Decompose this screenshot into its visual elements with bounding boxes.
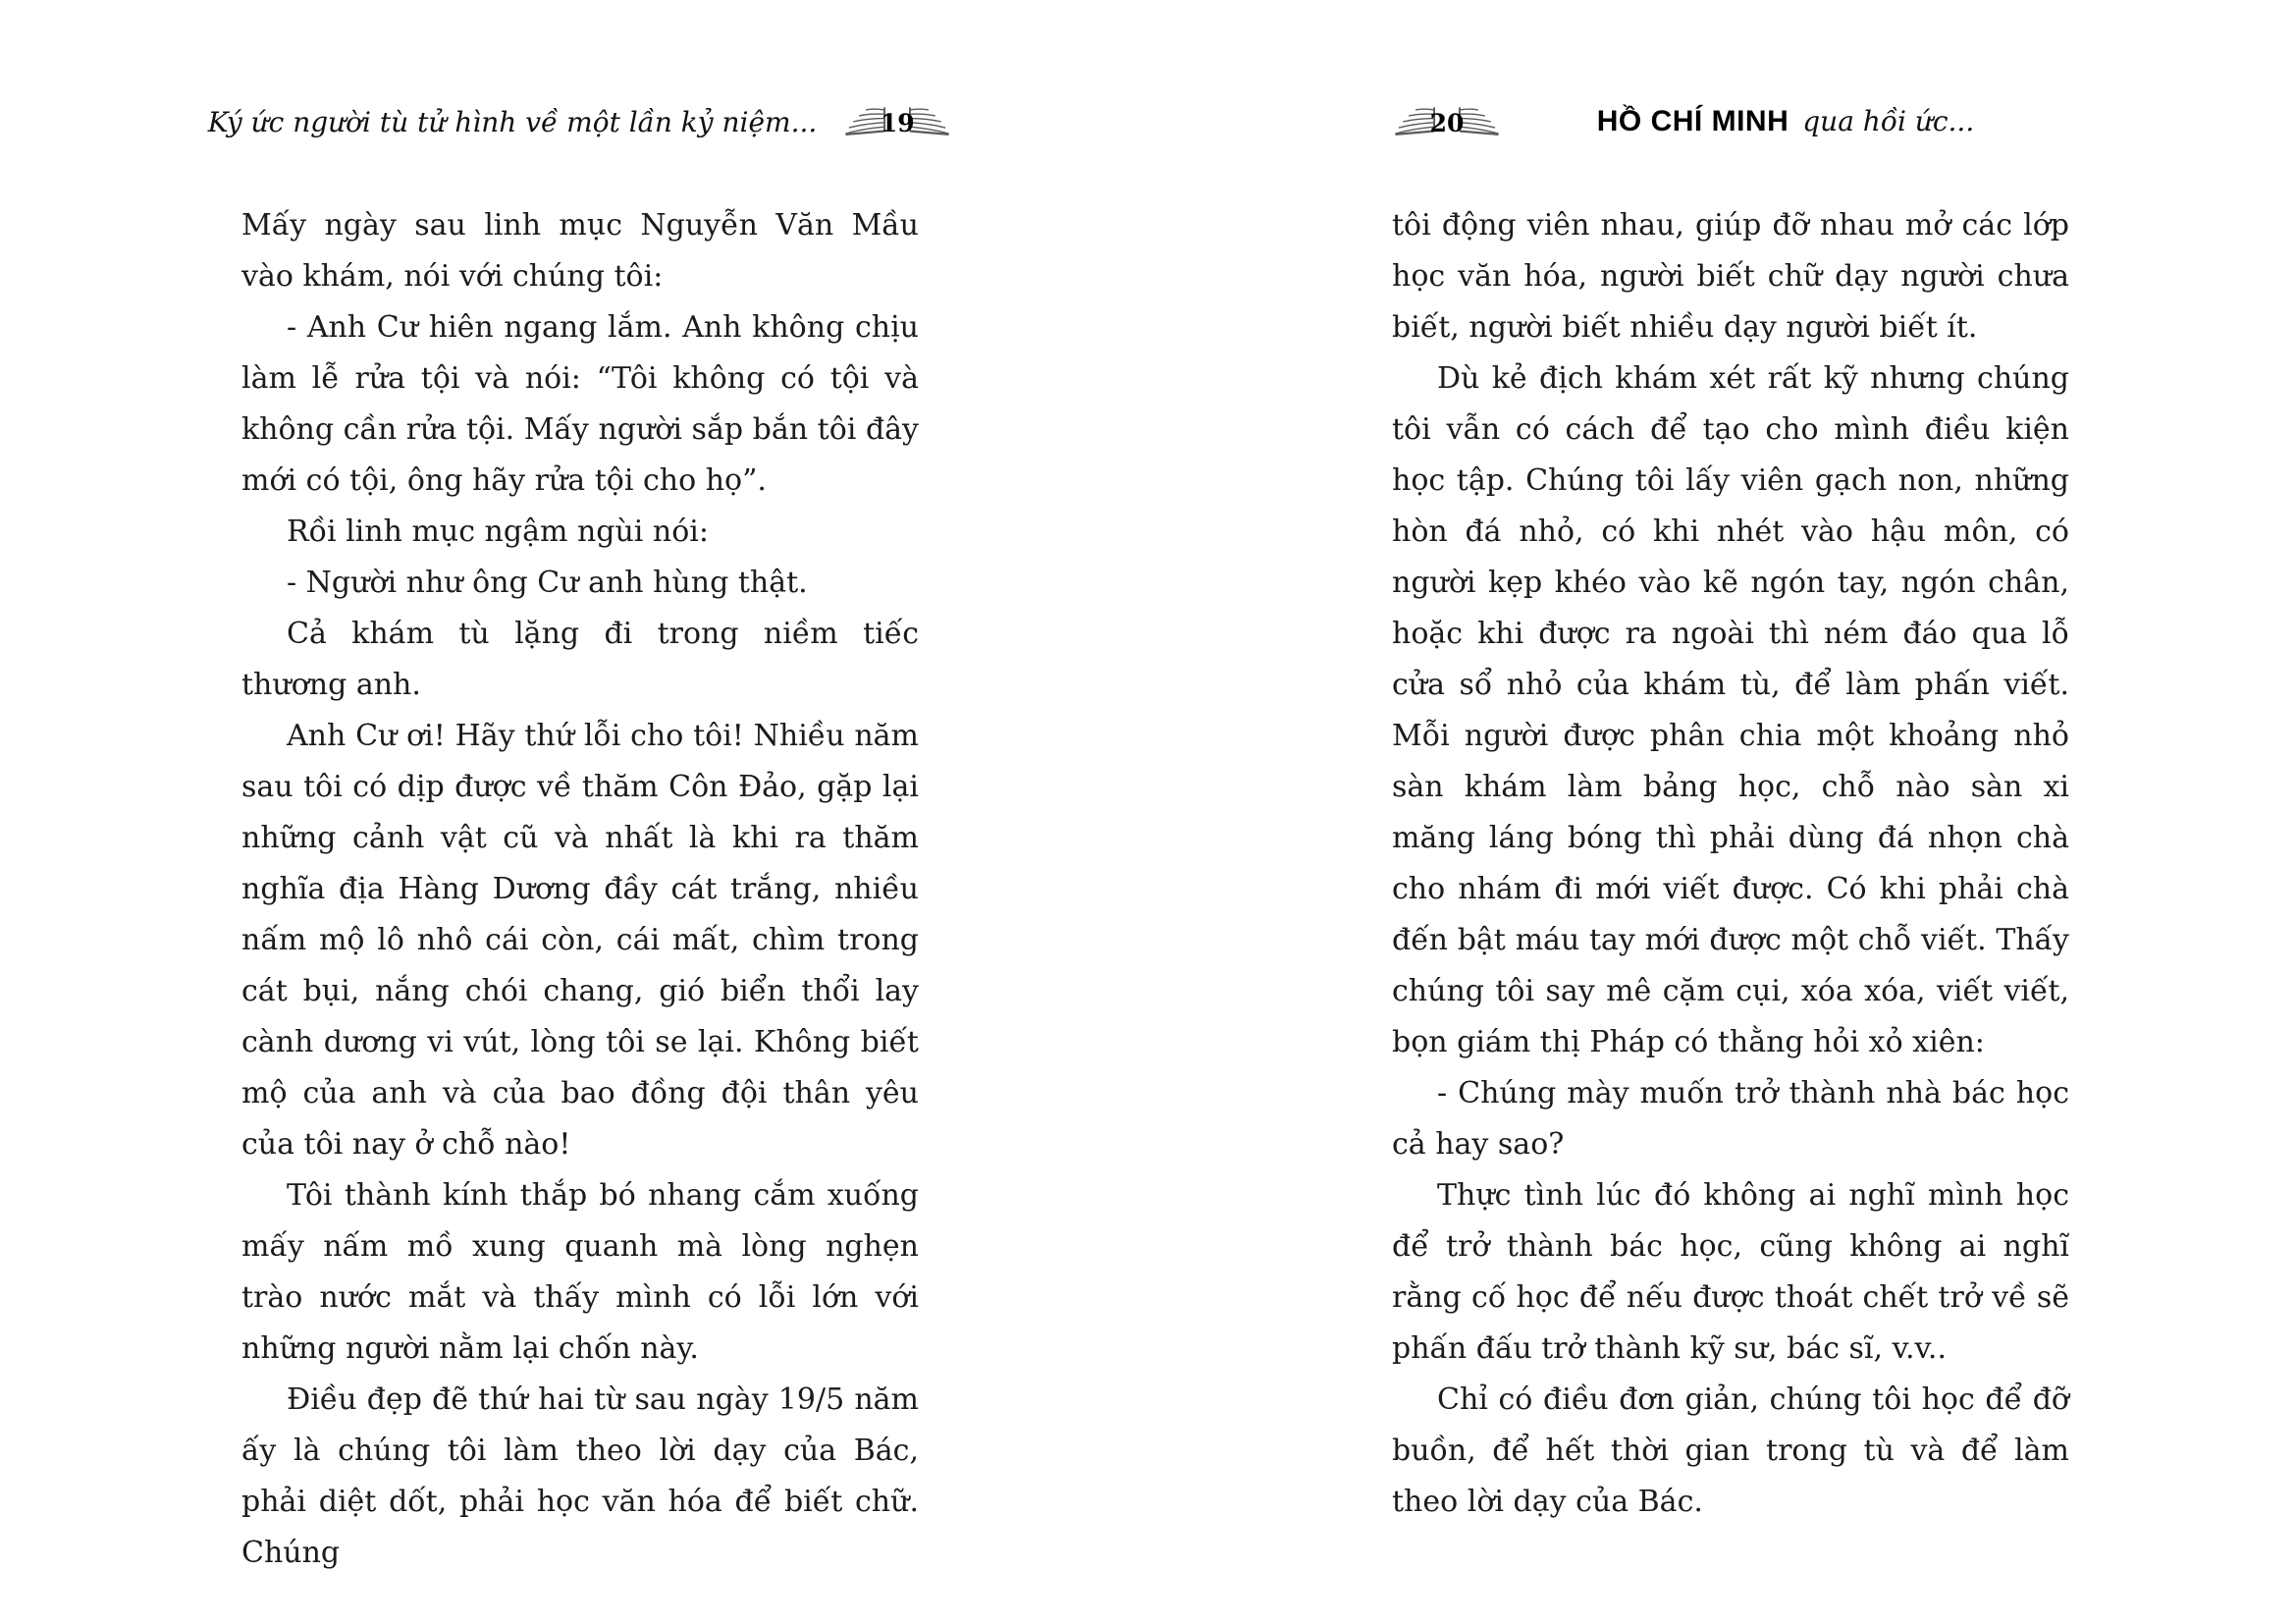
paragraph: - Anh Cư hiên ngang lắm. Anh không chịu làm lễ rửa tội và nói: “Tôi không có tội và không cần rửa tội. Mấy người sắp bắn tôi đây mới có tội, ông hãy rửa tội cho họ”. (241, 310, 919, 498)
book-title-bold: HỒ CHÍ MINH (1596, 105, 1789, 137)
paragraph: Mấy ngày sau linh mục Nguyễn Văn Mầu vào khám, nói với chúng tôi: (241, 208, 919, 294)
right-page-body (1392, 200, 2069, 1528)
right-page-number-ornament (1392, 99, 1502, 144)
paragraph: Thực tình lúc đó không ai nghĩ mình học để trở thành bác học, cũng không ai nghĩ rằng cố học để nếu được thoát chết trở về sẽ phấn đấu trở thành kỹ sư, bác sĩ, v.v.. (1392, 1178, 2069, 1366)
paragraph: Cả khám tù lặng đi trong niềm tiếc thương anh. (241, 617, 919, 702)
paragraph: Dù kẻ địch khám xét rất kỹ nhưng chúng tôi vẫn có cách để tạo cho mình điều kiện học tập. Chúng tôi lấy viên gạch non, những hòn đá nhỏ, có khi nhét vào hậu môn, có người kẹp khéo vào kẽ ngón tay, ngón chân, hoặc khi được ra ngoài thì ném đáo qua lỗ cửa sổ nhỏ của khám tù, để làm phấn viết. Mỗi người được phân chia một khoảng nhỏ sàn khám làm bảng học, chỗ nào sàn xi măng láng bóng thì phải dùng đá nhọn chà cho nhám đi mới viết được. Có khi phải chà đến bật máu tay mới được một chỗ viết. Thấy chúng tôi say mê cặm cụi, xóa xóa, viết viết, bọn giám thị Pháp có thằng hỏi xỏ xiên: (1392, 361, 2069, 1059)
paragraph: Anh Cư ơi! Hãy thứ lỗi cho tôi! Nhiều năm sau tôi có dịp được về thăm Côn Đảo, gặp lại những cảnh vật cũ và nhất là khi ra thăm nghĩa địa Hàng Dương đầy cát trắng, nhiều nấm mộ lô nhô cái còn, cái mất, chìm trong cát bụi, nắng chói chang, gió biển thổi lay cành dương vi vút, lòng tôi se lại. Không biết mộ của anh và của bao đồng đội thân yêu của tôi nay ở chỗ nào! (241, 719, 919, 1162)
page-number: 19 (880, 108, 915, 137)
left-page-number-ornament (842, 99, 952, 144)
paragraph: Rồi linh mục ngậm ngùi nói: (287, 514, 710, 549)
paragraph: - Chúng mày muốn trở thành nhà bác học cả hay sao? (1392, 1076, 2069, 1162)
left-page-body (241, 200, 919, 1579)
paragraph: Chỉ có điều đơn giản, chúng tôi học để đỡ buồn, để hết thời gian trong tù và để làm theo lời dạy của Bác. (1392, 1382, 2069, 1519)
paragraph: Điều đẹp đẽ thứ hai từ sau ngày 19/5 năm ấy là chúng tôi làm theo lời dạy của Bác, phải diệt dốt, phải học văn hóa để biết chữ. Chúng (241, 1382, 919, 1570)
right-running-title (1502, 105, 2069, 138)
paragraph: Tôi thành kính thắp bó nhang cắm xuống mấy nấm mồ xung quanh mà lòng nghẹn trào nước mắt và thấy mình có lỗi lớn với những người nằm lại chốn này. (241, 1178, 919, 1366)
left-page-header (207, 94, 919, 149)
paragraph: tôi động viên nhau, giúp đỡ nhau mở các lớp học văn hóa, người biết chữ dạy người chưa biết, người biết nhiều dạy người biết ít. (1392, 208, 2069, 345)
paragraph: - Người như ông Cư anh hùng thật. (287, 566, 808, 600)
book-title-script: qua hồi ức... (1802, 105, 1975, 137)
right-page-header (1392, 94, 2069, 149)
left-running-title: Ký ức người tù tử hình về một lần kỷ niệm... (207, 105, 818, 138)
page-number: 20 (1429, 108, 1465, 137)
